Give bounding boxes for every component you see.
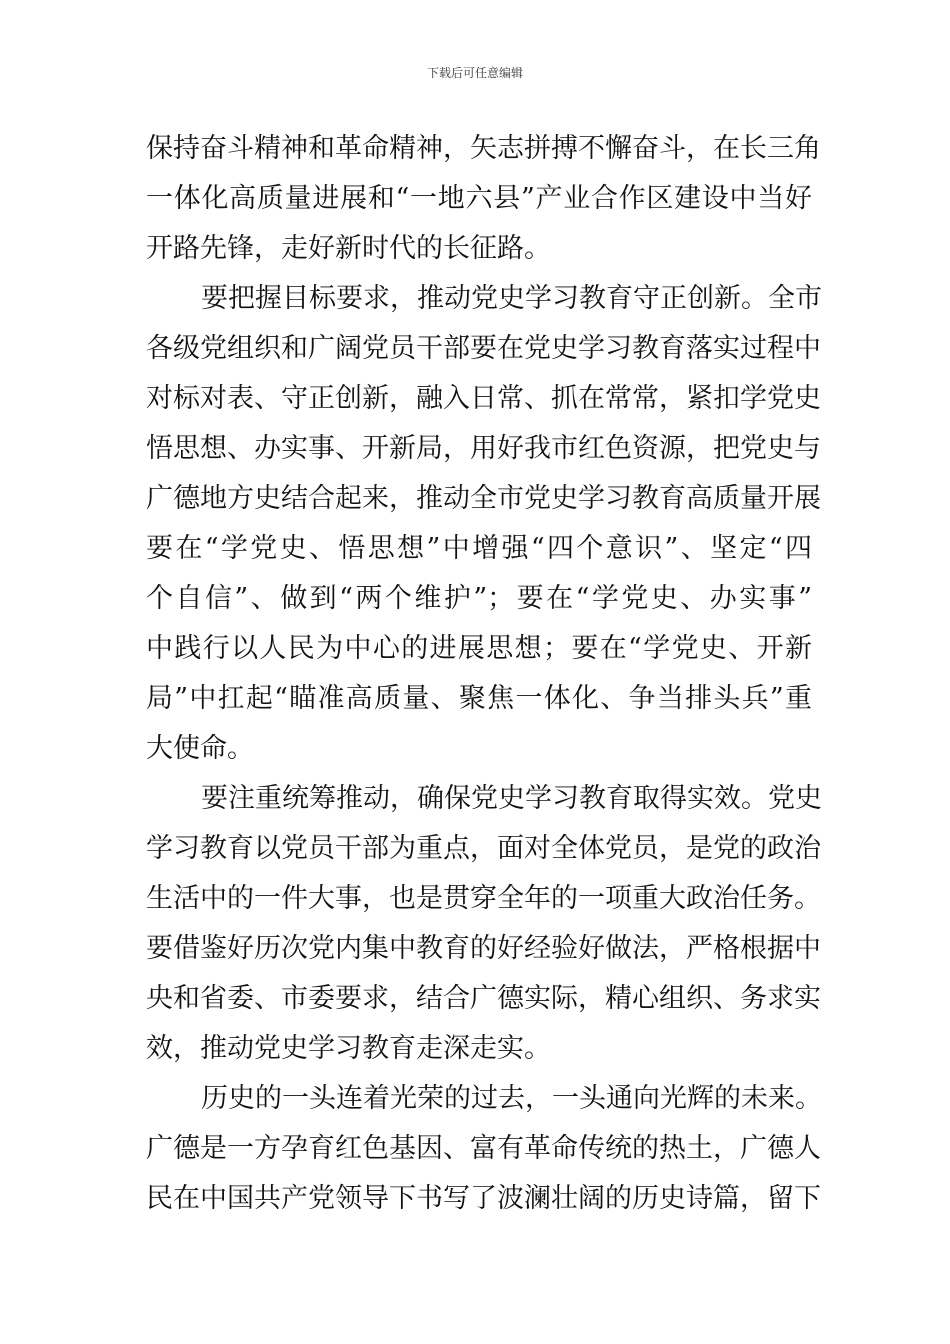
text-line: 要注重统筹推动，确保党史学习教育取得实效。党史	[201, 783, 822, 814]
text-line: 效，推动党史学习教育走深走实。	[146, 1033, 551, 1064]
text-line: 要在“学党史、悟思想”中增强“四个意识”、坚定“四	[146, 533, 812, 564]
text-line: 要借鉴好历次党内集中教育的好经验好做法，严格根据中	[146, 933, 821, 964]
text-line: 要把握目标要求，推动党史学习教育守正创新。全市	[201, 283, 822, 314]
text-line: 央和省委、市委要求，结合广德实际，精心组织、务求实	[146, 983, 821, 1014]
text-line: 生活中的一件大事，也是贯穿全年的一项重大政治任务。	[146, 883, 821, 914]
document-body	[146, 124, 822, 1224]
text-line: 开路先锋，走好新时代的长征路。	[146, 233, 551, 264]
paragraph	[146, 124, 821, 274]
text-line: 一体化高质量进展和“一地六县”产业合作区建设中当好	[146, 183, 812, 214]
text-line: 学习教育以党员干部为重点，面对全体党员，是党的政治	[146, 833, 821, 864]
text-line: 民在中国共产党领导下书写了波澜壮阔的历史诗篇，留下	[146, 1183, 821, 1214]
text-line: 个自信”、做到“两个维护”；要在“学党史、办实事”	[146, 583, 812, 614]
paragraph	[146, 274, 822, 774]
text-line: 各级党组织和广阔党员干部要在党史学习教育落实过程中	[146, 333, 821, 364]
text-line: 悟思想、办实事、开新局，用好我市红色资源，把党史与	[146, 433, 821, 464]
text-line: 中践行以人民为中心的进展思想；要在“学党史、开新	[146, 633, 812, 664]
page-header-note: 下载后可任意编辑	[426, 66, 523, 80]
paragraph	[146, 1074, 822, 1224]
paragraph	[146, 774, 822, 1074]
text-line: 对标对表、守正创新，融入日常、抓在常常，紧扣学党史	[146, 383, 821, 414]
text-line: 保持奋斗精神和革命精神，矢志拼搏不懈奋斗，在长三角	[146, 133, 821, 164]
text-line: 广德地方史结合起来，推动全市党史学习教育高质量开展	[146, 483, 821, 514]
text-line: 大使命。	[146, 733, 254, 764]
text-line: 局”中扛起“瞄准高质量、聚焦一体化、争当排头兵”重	[146, 683, 812, 714]
text-line: 广德是一方孕育红色基因、富有革命传统的热土，广德人	[146, 1133, 821, 1164]
text-line: 历史的一头连着光荣的过去，一头通向光辉的未来。	[201, 1083, 822, 1114]
